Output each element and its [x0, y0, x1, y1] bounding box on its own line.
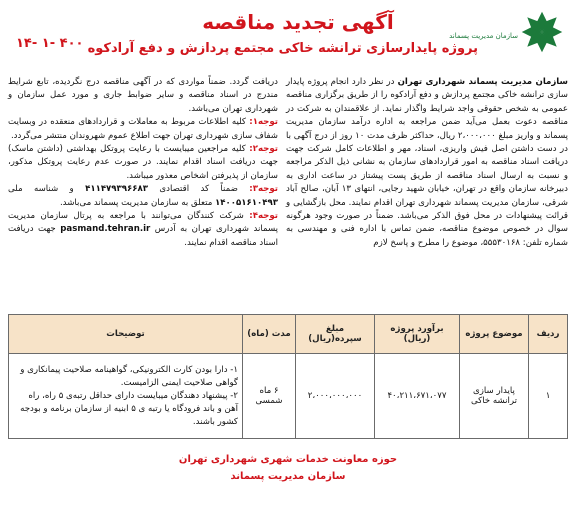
logo-caption: سازمان مدیریت پسماند: [449, 32, 518, 40]
cell-notes: [9, 354, 243, 439]
note-text: متعلق به سازمان مدیریت پسماند می‌باشد.: [59, 197, 216, 208]
note-text: کلیه مراجعین میبایست با رعایت پروتکل بهداشتی (داشتن ماسک) جهت دریافت اسناد اقدام نمایند. در صورت عدم رعایت پروتکل مذکور، سازمان از پذیرفتن اشخاص معذور میباشد.: [8, 144, 278, 181]
notice-code: ۱۴- ۱- ۴۰۰: [16, 36, 84, 51]
cell-estimate: ۴۰،۲۱۱،۶۷۱،۰۷۷: [375, 354, 460, 439]
cell-duration: ۶ ماه شمسی: [243, 354, 296, 439]
notice-column-right: [286, 76, 568, 316]
note-label: توجه۱:: [249, 117, 278, 128]
table-header-row: [9, 315, 568, 354]
cell-subject: پایدار سازی ترانشه خاکی: [460, 354, 529, 439]
footer-line-2: سازمان مدیریت پسماند: [230, 471, 346, 482]
header-row-number: ردیف: [529, 315, 568, 354]
cell-deposit: ۲،۰۰۰،۰۰۰،۰۰۰: [296, 354, 375, 439]
note-label: توجه۳:: [249, 184, 278, 195]
organization-name: سازمان مدیریت پسماند شهرداری تهران: [397, 77, 568, 87]
notice-body: [8, 76, 568, 316]
notice-header: [8, 8, 568, 74]
header-duration: مدت (ماه): [243, 315, 296, 354]
portal-link[interactable]: pasmand.tehran.ir: [60, 224, 151, 235]
note-text: ضمناً کد اقتصادی: [148, 184, 250, 195]
header-subject: موضوع پروژه: [460, 315, 529, 354]
economic-code: ۴۱۱۴۷۹۳۹۶۶۸۳: [85, 184, 149, 195]
header-notes: توضیحات: [9, 315, 243, 354]
note-text: کلیه اطلاعات مربوط به معاملات و قراردادهای منعقده در وبسایت شفاف سازی شهرداری تهران جهت اطلاع عموم شهروندان منتشر می‌گردد.: [8, 117, 278, 141]
note-3: [8, 183, 278, 210]
note-2: [8, 143, 278, 183]
note-label: توجه۴:: [249, 211, 278, 222]
notice-subtitle: پروژه پایدارسازی ترانشه خاکی مجتمع پردازش و دفع آرادکوه: [87, 41, 478, 56]
note-label: توجه۲:: [249, 144, 278, 155]
table-row: [9, 354, 568, 439]
header-estimate: برآورد پروژه (ریال): [375, 315, 460, 354]
notice-footer: [8, 451, 568, 485]
national-id: ۱۴۰۰۵۱۶۱۰۴۹۳: [215, 197, 278, 208]
notice-title: آگهی تجدید مناقصه: [202, 10, 394, 34]
intro-paragraph: [286, 76, 568, 250]
organization-logo: [518, 8, 566, 56]
cell-row-number: ۱: [529, 354, 568, 439]
note-text: شرکت کنندگان می‌توانند با مراجعه به پرتال سازمان مدیریت پسماند شهرداری تهران به آدرس: [8, 211, 279, 235]
tender-table: [8, 314, 568, 439]
tender-notice: [8, 8, 568, 506]
note-text: جهت دریافت اسناد مناقصه اقدام نمایند.: [8, 224, 278, 248]
intro-continuation: دریافت گردد. ضمناً مواردی که در آگهی مناقصه درج نگردیده، تابع شرایط مندرج در اسناد مناقصه و سایر ضوابط جاری و مورد عمل سازمان و شهرداری تهران می‌باشد.: [8, 77, 278, 114]
footer-line-1: حوزه معاونت خدمات شهری شهرداری تهران: [178, 454, 398, 465]
note-1: [8, 116, 278, 143]
requirement-2: ۲- پیشنهاد دهندگان میبایست دارای حداقل رتبه‌ی ۵ راه، راه آهن و باند فرودگاه یا رتبه ی ۵ ابنیه از سازمان برنامه و بودجه کشور باشند.: [20, 390, 238, 427]
intro-text: در نظر دارد انجام پروژه پایدار سازی ترانشه خاکی مجتمع پردازش و دفع آرادکوه را از طریق برگزاری مناقصه عمومی به شخص حقوقی واجد شرایط واگذار نماید. از علاقمندان به شرکت در مناقصه دعوت بعمل می‌آید ضمن مراجعه به اداره درآمد سازمان مدیریت پسماند و واریز مبلغ ۲،۰۰۰،۰۰۰ ریال، حداکثر ظرف مدت ۱۰ روز از درج آگهی با در دست داشتن اصل فیش واریزی، اسناد، مهر و اطلاعات کامل شرکت جهت دریافت اسناد مناقصه به امور قراردادهای سازمان به نشانی ذیل الذکر مراجعه و نسبت به ارسال اسناد مناقصه از طریق پست پیشتاز در ساعت اداری به دبیرخانه سازمان واقع در تهران، خیابان شهید رجایی، انتهای ۱۳ آبان، صالح آباد شرقی، سازمان مدیریت پسماند شهرداری تهران اقدام نمایند. محل بازگشایی و قرائت پیشنهادات در محل فوق الذکر می‌باشد. ضمناً در صورت وجود هرگونه سوال در خصوص موضوع مناقصه، ضمن تماس با اداره فنی و مهندسی به شماره تلفن: ۵۵۵۳۰۱۶۸، موضوع را مطرح و پاسخ لازم: [286, 77, 568, 248]
header-deposit: مبلغ سپرده(ریال): [296, 315, 375, 354]
notice-column-left: [8, 76, 278, 316]
requirement-1: ۱- دارا بودن کارت الکترونیکی، گواهینامه صلاحیت پیمانکاری و گواهی صلاحیت ایمنی الزامیست.: [20, 364, 238, 388]
note-4: [8, 210, 278, 250]
note-text: و شناسه ملی: [8, 184, 86, 195]
